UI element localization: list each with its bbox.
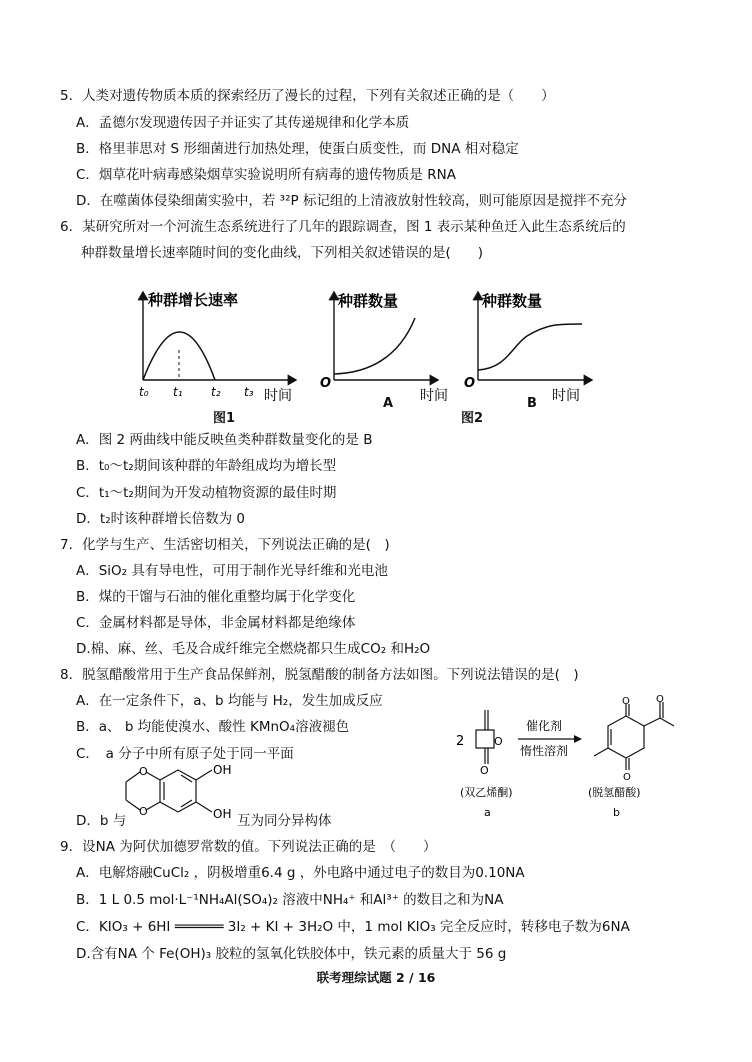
q7-option-a: A．SiO₂ 具有导电性，可用于制作光导纤维和光电池: [76, 563, 388, 579]
figA-xlabel: 时间: [420, 388, 448, 404]
page-footer: 联考理综试题 2 / 16: [316, 970, 436, 985]
fig1-xlabel: 时间: [264, 388, 292, 404]
q6-stem-line1: 6．某研究所对一个河流生态系统进行了几年的跟踪调查，图 1 表示某种鱼迁入此生态系统后的: [60, 219, 626, 235]
q9-option-b: B．1 L 0.5 mol·L⁻¹NH₄Al(SO₄)₂ 溶液中NH₄⁺ 和Al³⁺ 的数目之和为NA: [76, 892, 504, 908]
scheme-label-a: a: [484, 806, 491, 819]
q9-option-c: C．KIO₃ + 6HI ══════ 3I₂ + KI + 3H₂O 中，1 mol KIO₃ 完全反应时，转移电子数为6NA: [76, 919, 630, 935]
figB-ylabel: 种群数量: [482, 292, 543, 310]
q8-option-c: C． a 分子中所有原子处于同一平面: [76, 746, 294, 762]
fig1-tick-t0: t₀: [139, 385, 149, 399]
q9-option-d: D.含有NA 个 Fe(OH)₃ 胶粒的氢氧化铁胶体中，铁元素的质量大于 56 g: [76, 946, 507, 962]
s-curve: [478, 324, 582, 370]
q6-option-b: B．t₀～t₂期间该种群的年龄组成均为增长型: [76, 458, 337, 474]
q8-option-a: A．在一定条件下，a、b 均能与 H₂，发生加成反应: [76, 693, 383, 709]
svg-text:O: O: [623, 772, 631, 783]
q8-stem: 8．脱氢醋酸常用于生产食品保鲜剂，脱氢醋酸的制备方法如图。下列说法错误的是( ): [60, 667, 579, 683]
scheme-label-b: b: [613, 806, 620, 819]
fig2-caption: 图2: [461, 411, 484, 426]
figB-origin: O: [464, 376, 476, 391]
q8-option-d-prefix: D．b 与: [76, 813, 127, 829]
figure-1-growth-rate: [128, 284, 318, 404]
svg-text:O: O: [656, 694, 664, 705]
figA-ylabel: 种群数量: [338, 292, 399, 310]
q9-stem: 9．设NA 为阿伏加德罗常数的值。下列说法正确的是 （ ）: [60, 839, 437, 855]
fig1-ylabel: 种群增长速率: [148, 291, 239, 309]
figB-xlabel: 时间: [552, 388, 580, 404]
oh-label-bottom: OH: [213, 807, 232, 821]
svg-text:O: O: [139, 805, 148, 818]
scheme-coefficient: 2: [456, 734, 465, 749]
figA-label: A: [383, 396, 394, 411]
scheme-catalyst: 催化剂: [526, 719, 563, 733]
svg-text:O: O: [139, 765, 148, 778]
benzodioxane-structure: [118, 758, 246, 830]
q6-option-a: A．图 2 两曲线中能反映鱼类种群数量变化的是 B: [76, 432, 373, 448]
fig1-caption: 图1: [213, 411, 236, 426]
svg-text:O: O: [480, 764, 489, 777]
oh-label-top: OH: [213, 763, 232, 777]
q5-option-b: B．格里菲思对 S 形细菌进行加热处理，使蛋白质变性，而 DNA 相对稳定: [76, 141, 519, 157]
q7-option-b: B．煤的干馏与石油的催化重整均属于化学变化: [76, 589, 356, 605]
scheme-solvent: 惰性溶剂: [520, 744, 569, 758]
dehydroacetic-acid-structure: [594, 702, 674, 770]
q5-option-a: A．孟德尔发现遗传因子并证实了其传递规律和化学本质: [76, 115, 410, 131]
q5-stem: 5．人类对遗传物质本质的探索经历了漫长的过程，下列有关叙述正确的是（ ）: [60, 88, 555, 104]
figure-b-population: [462, 284, 602, 408]
fig1-tick-t1: t₁: [173, 385, 183, 399]
q7-option-d: D.棉、麻、丝、毛及合成纤维完全燃烧都只生成CO₂ 和H₂O: [76, 641, 431, 657]
q7-option-c: C．金属材料都是导体，非金属材料都是绝缘体: [76, 615, 356, 631]
scheme-name-b: (脱氢醋酸): [588, 786, 641, 799]
fig1-tick-t3: t₃: [244, 385, 254, 399]
scheme-name-a: (双乙烯酮): [460, 786, 513, 799]
fig1-tick-t2: t₂: [211, 385, 221, 399]
q6-option-c: C．t₁～t₂期间为开发动植物资源的最佳时期: [76, 485, 337, 501]
q5-option-c: C．烟草花叶病毒感染烟草实验说明所有病毒的遗传物质是 RNA: [76, 167, 456, 183]
reaction-scheme: [448, 694, 678, 820]
j-curve: [334, 318, 415, 374]
diketene-structure: [476, 710, 494, 764]
q8-option-b: B．a、 b 均能使溴水、酸性 KMnO₄溶液褪色: [76, 719, 350, 735]
q6-option-d: D．t₂时该种群增长倍数为 0: [76, 511, 245, 527]
svg-text:O: O: [622, 696, 630, 707]
q8-option-d-suffix: 互为同分异构体: [237, 813, 332, 829]
figure-a-population: [318, 284, 468, 408]
q7-stem: 7．化学与生产、生活密切相关，下列说法正确的是( ): [60, 537, 390, 553]
figB-label: B: [527, 396, 537, 411]
q6-stem-line2: 种群数量增长速率随时间的变化曲线，下列相关叙述错误的是( ): [81, 245, 484, 261]
q5-option-d: D．在噬菌体侵染细菌实验中，若 ³²P 标记组的上清液放射性较高，则可能原因是搅拌不充分: [76, 193, 627, 209]
svg-text:O: O: [494, 735, 503, 748]
figA-origin: O: [320, 376, 332, 391]
q9-option-a: A．电解熔融CuCl₂ ，阴极增重6.4 g ，外电路中通过电子的数目为0.10NA: [76, 865, 525, 881]
